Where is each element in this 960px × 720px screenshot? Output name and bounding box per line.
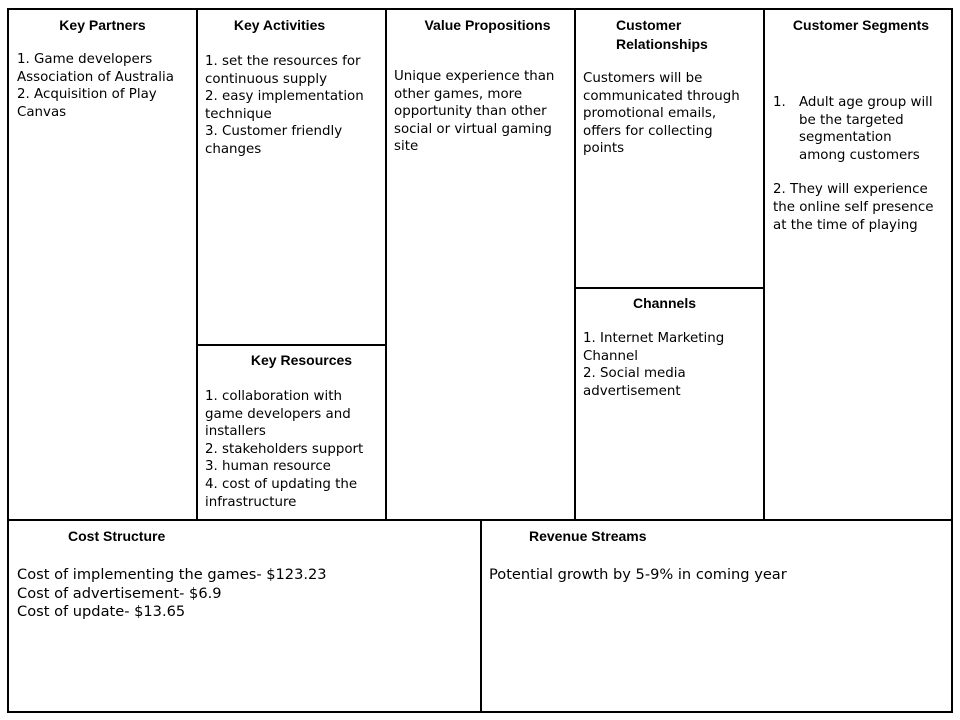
channels-text: 1. Internet Marketing Channel 2. Social media advertisement (583, 331, 725, 399)
key-resources-title: Key Resources (250, 352, 353, 368)
channels-title: Channels (632, 295, 696, 311)
customer-segments-list (773, 94, 941, 234)
key-activities-title: Key Activities (233, 17, 326, 33)
segment-item-text: Adult age group will be the targeted segmentation among customers (799, 95, 933, 163)
customer-segments-item-1 (773, 94, 941, 164)
customer-relationships-title: Customer Relationships (616, 17, 708, 52)
segment-item-number: 1. (773, 95, 786, 110)
channels-cell (574, 287, 765, 521)
key-partners-text: 1. Game developers Association of Australia 2. Acquisition of Play Canvas (17, 52, 174, 120)
key-partners-cell (7, 8, 198, 521)
key-partners-title: Key Partners (59, 17, 146, 33)
revenue-streams-title: Revenue Streams (529, 528, 647, 544)
cost-structure-text: Cost of implementing the games- $123.23 Cost of advertisement- $6.9 Cost of update- $13.65 (17, 566, 327, 621)
customer-relationships-text: Customers will be communicated through promotional emails, offers for collecting points (583, 71, 740, 157)
revenue-streams-text: Potential growth by 5-9% in coming year (489, 566, 787, 583)
cost-structure-cell (7, 519, 482, 713)
revenue-streams-cell (480, 519, 953, 713)
key-resources-text: 1. collaboration with game developers and installers 2. stakeholders support 3. human resource 4. cost of updating the infrastructure (205, 389, 364, 510)
value-propositions-cell (385, 8, 576, 521)
value-propositions-title: Value Propositions (424, 17, 551, 33)
key-activities-text: 1. set the resources for continuous supply 2. easy implementation technique 3. Customer friendly changes (205, 54, 364, 157)
customer-segments-title: Customer Segments (792, 17, 930, 33)
customer-relationships-cell (574, 8, 765, 289)
customer-segments-item-2: 2. They will experience the online self presence at the time of playing (773, 182, 934, 233)
key-activities-cell (196, 8, 387, 346)
cost-structure-title: Cost Structure (68, 528, 166, 544)
value-propositions-text: Unique experience than other games, more opportunity than other social or virtual gaming site (394, 69, 555, 155)
customer-segments-cell (763, 8, 953, 521)
key-resources-cell (196, 344, 387, 521)
